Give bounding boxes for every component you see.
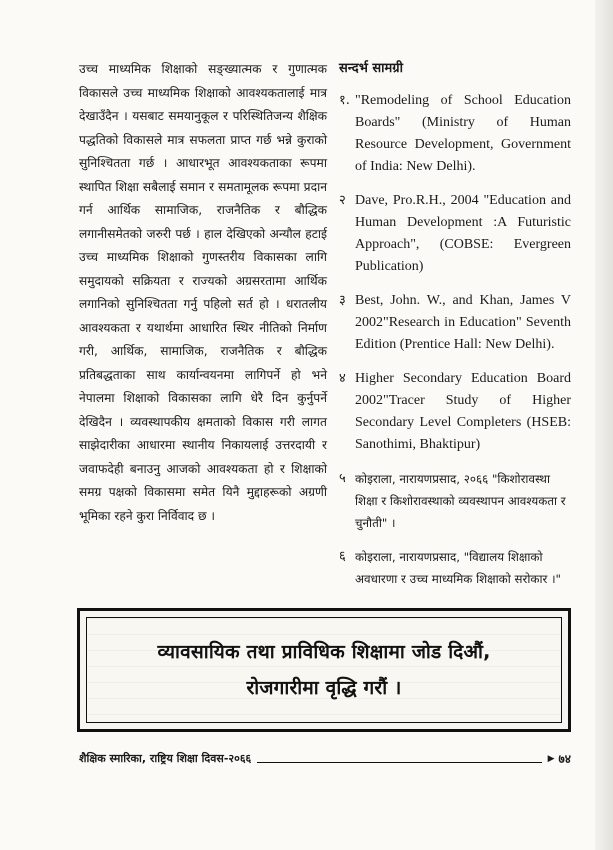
references-list [339,90,571,590]
body-paragraph: उच्च माध्यमिक शिक्षाको सङ्ख्यात्मक र गुणात्मक विकासले उच्च माध्यमिक शिक्षाको आवश्यकतालाई मात्र देखाउँदैन । यसबाट समयानुकूल र परिस्थितिजन्य शैक्षिक पद्धतिको विकासले मात्र सफलता प्राप्त गर्छ भन्ने कुराको सुनिश्चितता गर्छ । आधारभूत आवश्यकताका रूपमा स्थापित शिक्षा सबैलाई समान र समतामूलक रूपमा प्रदान गर्न आर्थिक सामाजिक, राजनैतिक र बौद्धिक लगानीसमेतको जरुरी पर्छ । हाल देखिएको अन्यौल हटाई उच्च माध्यमिक शिक्षाको गुणस्तरीय विकासका लागि समुदायको सक्रियता र राज्यको अग्रसरतामा आर्थिक लगानिको सुनिश्चितता गर्नु पहिलो सर्त हो । धरातलीय आवश्यकता र यथार्थमा आधारित स्थिर नीतिको निर्माण गरी, आर्थिक, सामाजिक, राजनैतिक र बौद्धिक प्रतिबद्धताका साथ कार्यान्वयनमा लागिपर्ने हो भने नेपालमा शिक्षाको विकासका लागि धेरै दिन कुर्नुपर्ने देखिदैन । व्यवस्थापकीय क्षमताको विकास गरी लागत साझेदारीका आधारमा स्थानीय निकायलाई उत्तरदायी र जवाफदेही बनाउनु आजको आवश्यकता हो र शिक्षाको समग्र पक्षको विकासमा समेत यिनै मुद्दाहरूको अग्रणी भूमिका रहने कुरा निर्विवाद छ । [79,62,327,523]
reference-number: १. [339,93,350,108]
reference-number: ६ [339,549,346,564]
reference-text: Best, John. W., and Khan, James V 2002"Research in Education" Seventh Edition (Prentice Hall: New Delhi). [355,293,571,352]
reference-item [339,546,571,590]
page-number: ७४ [558,751,571,766]
footer-publication-title: शैक्षिक स्मारिका, राष्ट्रिय शिक्षा दिवस-२०६६ [79,751,252,765]
references-column [339,58,571,602]
reference-item [339,468,571,534]
page-footer [79,746,571,770]
slogan-banner-inner [86,617,562,723]
reference-number: २ [339,193,346,208]
reference-item [339,190,571,278]
slogan-banner [77,608,571,732]
slogan-line-1: व्यावसायिक तथा प्राविधिक शिक्षामा जोड दिऔं, [157,641,491,663]
reference-text: Higher Secondary Education Board 2002"Tracer Study of Higher Secondary Level Completers (HSEB: Sanothimi, Bhaktipur) [355,371,571,452]
reference-item [339,90,571,178]
footer-rule [257,762,541,763]
arrow-right-icon: ▶ [547,754,555,764]
reference-text: Dave, Pro.R.H., 2004 "Education and Human Development :A Futuristic Approach", (COBSE: Evergreen Publication) [355,193,571,274]
reference-number: ३ [339,293,346,308]
reference-item [339,368,571,456]
reference-text: "Remodeling of School Education Boards" (Ministry of Human Resource Development, Government of India: New Delhi). [355,93,571,174]
reference-item [339,290,571,356]
reference-number: ४ [339,371,346,386]
body-column [79,58,327,528]
references-heading: सन्दर्भ सामग्री [339,61,404,76]
reference-number: ५ [339,471,346,486]
reference-text: कोइराला, नारायणप्रसाद, "विद्यालय शिक्षाको अवधारणा र उच्च माध्यमिक शिक्षाको सरोकार ।" [355,550,561,586]
slogan-line-2: रोजगारीमा वृद्धि गरौं । [246,677,402,699]
reference-text: कोइराला, नारायणप्रसाद, २०६६ "किशोरावस्था शिक्षा र किशोरावस्थाको व्यवस्थापन आवश्यकता र चुनौती" । [355,472,566,530]
page-edge [595,0,613,850]
